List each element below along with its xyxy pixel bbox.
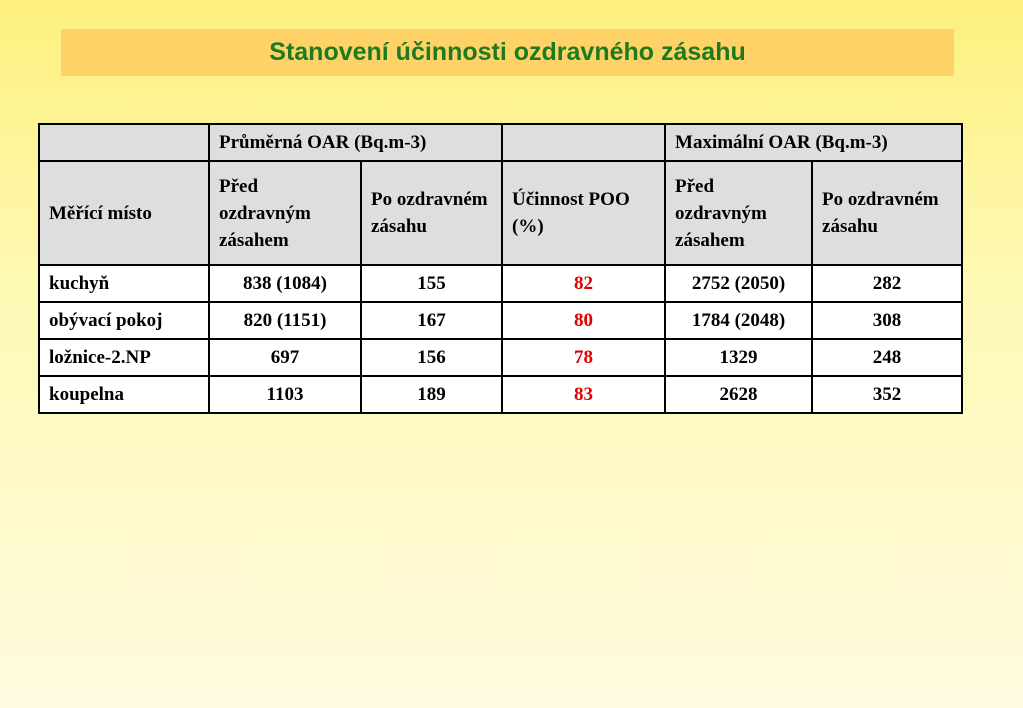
cell-efficiency: 80 [502,302,665,339]
header-place: Měřící místo [39,161,209,265]
header-average-oar: Průměrná OAR (Bq.m-3) [209,124,502,161]
cell-max-before: 1329 [665,339,812,376]
header-avg-after: Po ozdravném zásahu [361,161,502,265]
cell-place: kuchyň [39,265,209,302]
cell-avg-after: 155 [361,265,502,302]
header-maximum-oar: Maximální OAR (Bq.m-3) [665,124,962,161]
sub-header-row [39,161,962,265]
table-row [39,265,962,302]
cell-max-after: 308 [812,302,962,339]
header-max-before: Před ozdravným zásahem [665,161,812,265]
cell-place: obývací pokoj [39,302,209,339]
page-title: Stanovení účinnosti ozdravného zásahu [269,38,746,66]
cell-avg-after: 156 [361,339,502,376]
cell-place: koupelna [39,376,209,413]
cell-avg-before: 1103 [209,376,361,413]
cell-max-after: 248 [812,339,962,376]
header-max-after: Po ozdravném zásahu [812,161,962,265]
group-header-row [39,124,962,161]
cell-avg-before: 820 (1151) [209,302,361,339]
cell-max-before: 2628 [665,376,812,413]
cell-efficiency: 83 [502,376,665,413]
header-efficiency-blank [502,124,665,161]
cell-efficiency: 78 [502,339,665,376]
table-row [39,339,962,376]
table-row [39,376,962,413]
title-bar [61,29,954,76]
cell-max-after: 282 [812,265,962,302]
table-row [39,302,962,339]
cell-max-after: 352 [812,376,962,413]
cell-avg-before: 697 [209,339,361,376]
cell-avg-after: 167 [361,302,502,339]
header-efficiency: Účinnost POO (%) [502,161,665,265]
oar-table [38,123,963,414]
cell-max-before: 1784 (2048) [665,302,812,339]
cell-avg-before: 838 (1084) [209,265,361,302]
cell-place: ložnice-2.NP [39,339,209,376]
header-empty-cell [39,124,209,161]
cell-max-before: 2752 (2050) [665,265,812,302]
cell-efficiency: 82 [502,265,665,302]
header-avg-before: Před ozdravným zásahem [209,161,361,265]
cell-avg-after: 189 [361,376,502,413]
